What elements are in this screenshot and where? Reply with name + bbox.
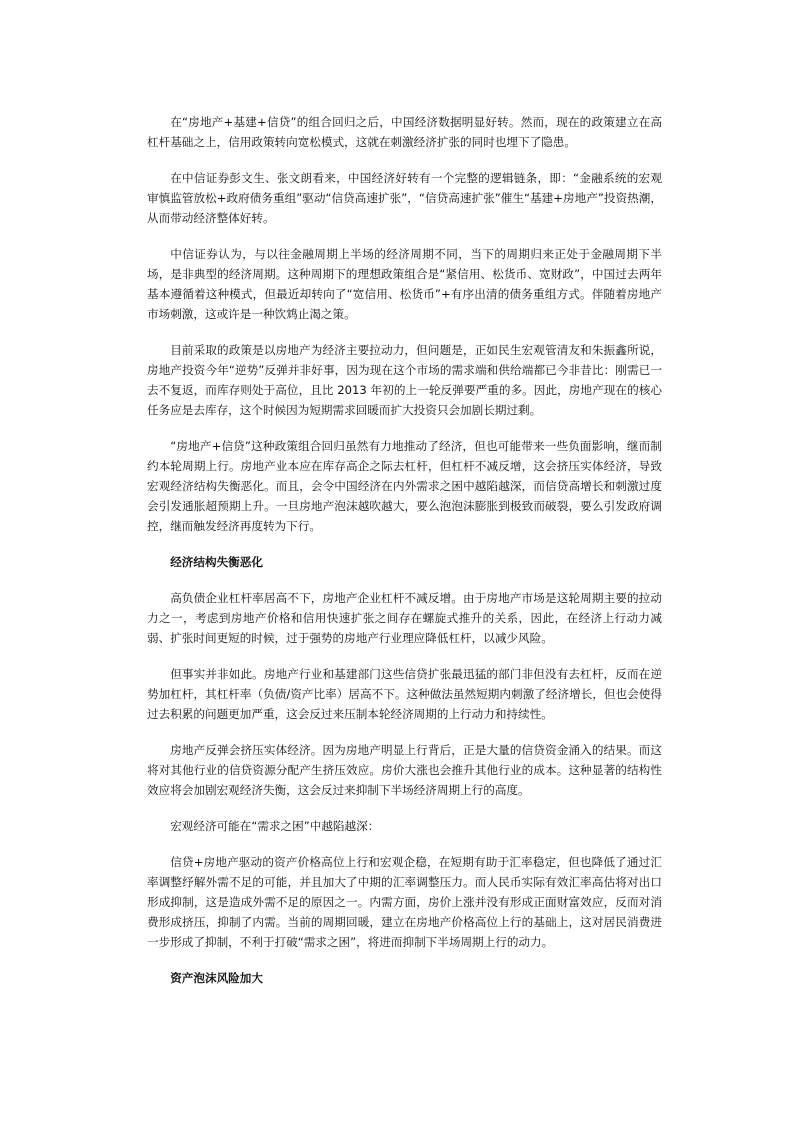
paragraph: 房地产反弹会挤压实体经济。因为房地产明显上行背后，正是大量的信贷资金涌入的结果。而这将对其他行业的信贷资源分配产生挤压效应。房价大涨也会推升其他行业的成本。这种显著的结构性效应将会加剧宏观经济失衡，这会反过来抑制下半场经济周期上行的高度。 (147, 743, 662, 797)
paragraph: 中信证券认为，与以往金融周期上半场的经济周期不同，当下的周期归来正处于金融周期下半场，是非典型的经济周期。这种周期下的理想政策组合是“紧信用、松货币、宽财政”，中国过去两年基本遵循着这种模式，但最近却转向了“宽信用、松货币”+有序出清的债务重组方式。伴随着房地产市场刺激，这或许是一种饮鸩止渴之策。 (147, 247, 662, 321)
section-heading: 资产泡沫风险加大 (170, 971, 263, 985)
paragraph: 在中信证券彭文生、张文朗看来，中国经济好转有一个完整的逻辑链条，即：“金融系统的宏观审慎监管放松+政府债务重组”驱动“信贷高速扩张”，“信贷高速扩张”催生“基建+房地产”投资热潮，从而带动经济整体好转。 (147, 171, 662, 225)
paragraph: 高负债企业杠杆率居高不下，房地产企业杠杆不减反增。由于房地产市场是这轮周期主要的拉动力之一，考虑到房地产价格和信用快速扩张之间存在螺旋式推升的关系，因此，在经济上行动力减弱、扩张时间更短的时候，过于强势的房地产行业理应降低杠杆，以减少风险。 (147, 591, 662, 645)
paragraph: “房地产+信贷”这种政策组合回归虽然有力地推动了经济，但也可能带来一些负面影响，继而制约本轮周期上行。房地产业本应在库存高企之际去杠杆，但杠杆不减反增，这会挤压实体经济，导致宏观经济结构失衡恶化。而且，会令中国经济在内外需求之困中越陷越深，而信贷高增长和刺激过度会引发通胀超预期上升。一旦房地产泡沫越吹越大，要么泡泡沫膨胀到极致而破裂，要么引发政府调控，继而触发经济再度转为下行。 (147, 439, 662, 533)
paragraph: 在“房地产+基建+信贷”的组合回归之后，中国经济数据明显好转。然而，现在的政策建立在高杠杆基础之上，信用政策转向宽松模式，这就在刺激经济扩张的同时也埋下了隐患。 (147, 115, 662, 149)
paragraph: 宏观经济可能在“需求之困”中越陷越深： (170, 819, 380, 833)
document-page (147, 112, 662, 1004)
paragraph: 目前采取的政策是以房地产为经济主要拉动力，但问题是，正如民生宏观管清友和朱振鑫所说，房地产投资今年“逆势”反弹并非好事，因为现在这个市场的需求端和供给端都已今非昔比：刚需已一去不复返，而库存则处于高位，且比 2013 年初的上一轮反弹要严重的多。因此，房地产现在的核心任务应是去库存，这个时候因为短期需求回暖而扩大投资只会加剧长期过剩。 (147, 343, 662, 417)
section-heading: 经济结构失衡恶化 (170, 555, 263, 569)
paragraph: 但事实并非如此。房地产行业和基建部门这些信贷扩张最迅猛的部门非但没有去杠杆，反而在逆势加杠杆，其杠杆率（负债/资产比率）居高不下。这种做法虽然短期内刺激了经济增长，但也会使得过去积累的问题更加严重，这会反过来压制本轮经济周期的上行动力和持续性。 (147, 667, 662, 721)
paragraph: 信贷+房地产驱动的资产价格高位上行和宏观企稳，在短期有助于汇率稳定，但也降低了通过汇率调整纾解外需不足的可能，并且加大了中期的汇率调整压力。而人民币实际有效汇率高估将对出口形成抑制，这是造成外需不足的原因之一。内需方面，房价上涨并没有形成正面财富效应，反而对消费形成挤压，抑制了内需。当前的周期回暖，建立在房地产价格高位上行的基础上，这对居民消费进一步形成了抑制，不利于打破“需求之困”，将进而抑制下半场周期上行的动力。 (147, 855, 662, 949)
